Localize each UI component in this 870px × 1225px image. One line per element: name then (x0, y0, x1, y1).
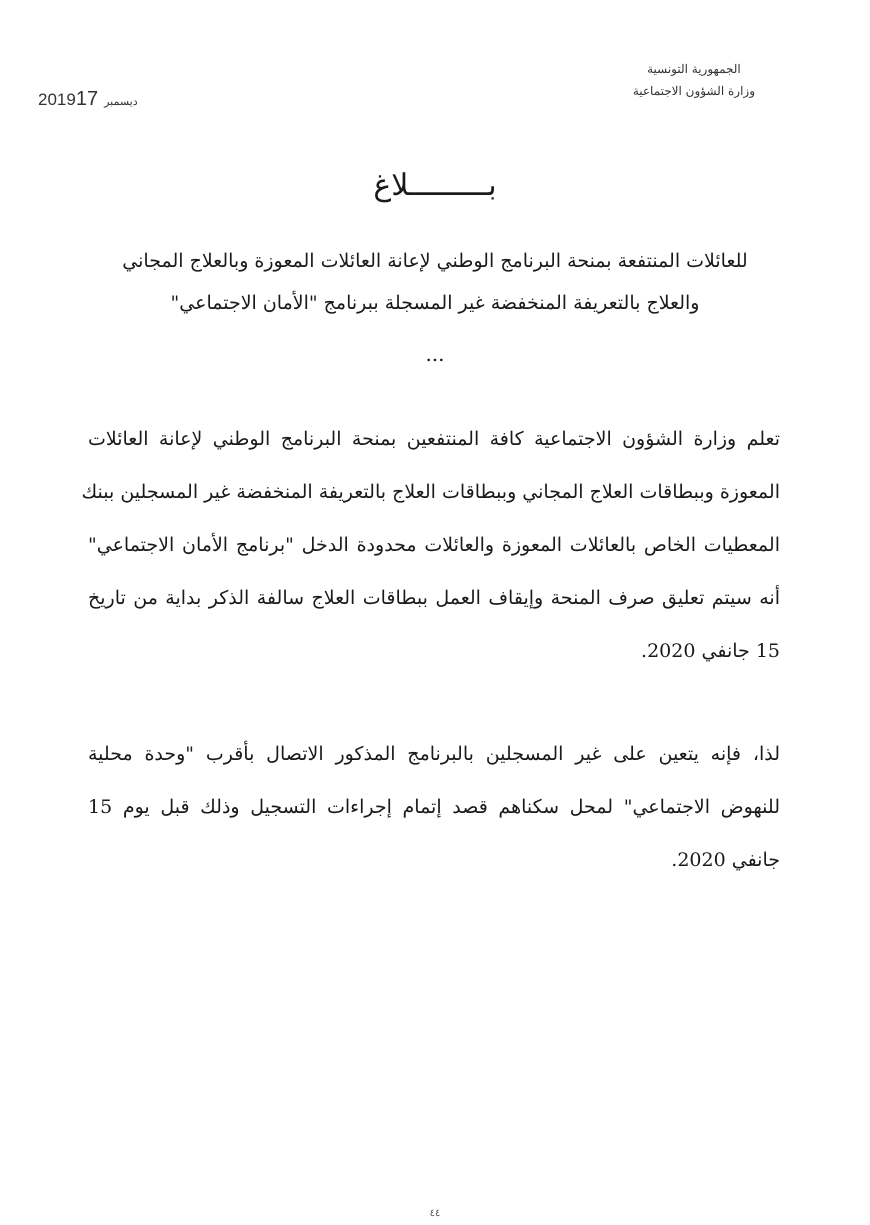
document-subtitle (80, 240, 790, 324)
text-line: أنه سيتم تعليق صرف المنحة وإيقاف العمل ببطاقات العلاج سالفة الذكر بداية من تاريخ (88, 587, 780, 609)
text-line: جانفي 2020. (671, 849, 780, 871)
paragraph-2 (88, 728, 780, 887)
text-line: المعوزة وببطاقات العلاج المجاني وببطاقات العلاج بالتعريفة المنخفضة غير المسجلين ببنك (81, 481, 780, 503)
letterhead (633, 58, 755, 102)
date-stamp (38, 88, 144, 111)
text-line: المعطيات الخاص بالعائلات المعوزة والعائلات محدودة الدخل "برنامج الأمان الاجتماعي" (88, 534, 780, 556)
text-line: للنهوض الاجتماعي" لمحل سكناهم قصد إتمام إجراءات التسجيل وذلك قبل يوم 15 (88, 796, 780, 818)
text-line: تعلم وزارة الشؤون الاجتماعية كافة المنتفعين بمنحة البرنامج الوطني لإعانة العائلات (88, 428, 780, 450)
text-line: لذا، فإنه يتعين على غير المسجلين بالبرنامج المذكور الاتصال بأقرب "وحدة محلية (88, 743, 780, 765)
date-day: 17 (75, 88, 99, 110)
subtitle-line: للعائلات المنتفعة بمنحة البرنامج الوطني لإعانة العائلات المعوزة وبالعلاج المجاني (122, 250, 748, 272)
document-title: بـــــــــلاغ (373, 168, 497, 203)
paragraph-1 (81, 413, 780, 678)
page-mark: ٤٤ (429, 1208, 441, 1219)
separator: ... (425, 342, 445, 366)
country-name: الجمهورية التونسية (647, 62, 741, 76)
subtitle-line: والعلاج بالتعريفة المنخفضة غير المسجلة ببرنامج "الأمان الاجتماعي" (170, 292, 700, 314)
text-line: 15 جانفي 2020. (641, 640, 780, 662)
date-month: ديسمبر (104, 96, 138, 108)
date-year: 2019 (38, 90, 76, 109)
ministry-name: وزارة الشؤون الاجتماعية (632, 84, 755, 98)
